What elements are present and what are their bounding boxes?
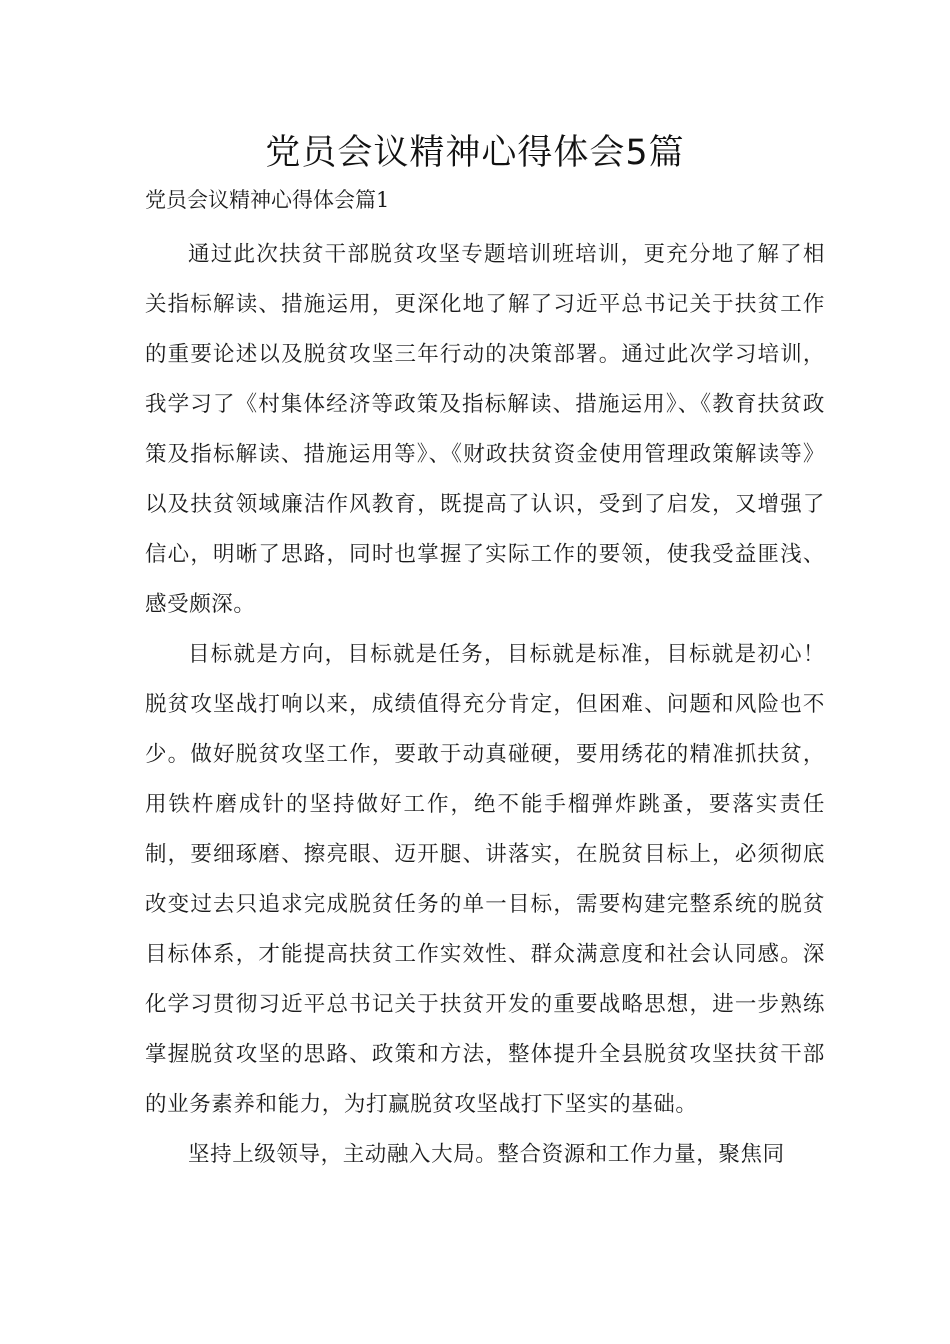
paragraph-3: 坚持上级领导，主动融入大局。整合资源和工作力量，聚焦同: [188, 1142, 785, 1167]
document-body: [145, 230, 825, 1180]
paragraph-1: 通过此次扶贫干部脱贫攻坚专题培训班培训，更充分地了解了相关指标解读、措施运用，更深化地了解了习近平总书记关于扶贫工作的重要论述以及脱贫攻坚三年行动的决策部署。通过此次学习培训，我学习了《村集体经济等政策及指标解读、措施运用》、《教育扶贫政策及指标解读、措施运用等》、《财政扶贫资金使用管理政策解读等》以及扶贫领域廉洁作风教育，既提高了认识，受到了启发，又增强了信心，明晰了思路，同时也掌握了实际工作的要领，使我受益匪浅、感受颇深。: [145, 242, 825, 617]
document-title: 党员会议精神心得体会5篇: [265, 133, 685, 173]
section-heading: 党员会议精神心得体会篇1: [145, 188, 390, 212]
paragraph-2: 目标就是方向，目标就是任务，目标就是标准，目标就是初心！脱贫攻坚战打响以来，成绩值得充分肯定，但困难、问题和风险也不少。做好脱贫攻坚工作，要敢于动真碰硬，要用绣花的精准抓扶贫，用铁杵磨成针的坚持做好工作，绝不能手榴弹炸跳蚤，要落实责任制，要细琢磨、擦亮眼、迈开腿、讲落实，在脱贫目标上，必须彻底改变过去只追求完成脱贫任务的单一目标，需要构建完整系统的脱贫目标体系，才能提高扶贫工作实效性、群众满意度和社会认同感。深化学习贯彻习近平总书记关于扶贫开发的重要战略思想，进一步熟练掌握脱贫攻坚的思路、政策和方法，整体提升全县脱贫攻坚扶贫干部的业务素养和能力，为打赢脱贫攻坚战打下坚实的基础。: [145, 642, 825, 1117]
